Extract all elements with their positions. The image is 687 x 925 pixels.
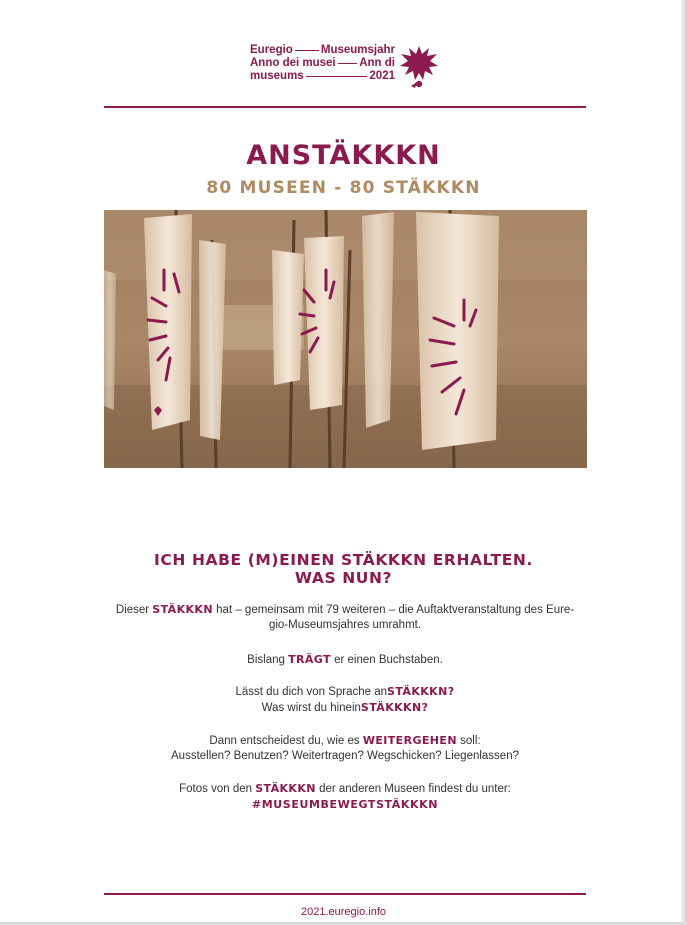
logo-line3-a: museums	[250, 70, 304, 82]
paragraph-4	[104, 733, 586, 764]
footer-rule	[104, 893, 586, 895]
p3b-highlight: STÄKKKN?	[360, 701, 429, 714]
paragraph-2	[104, 652, 586, 668]
page-edge-shadow	[681, 0, 687, 925]
staekkkn-photo	[104, 210, 587, 468]
p3a-text-pre: Lässt du dich von Sprache an	[235, 686, 388, 698]
hashtag: #MUSEUMBEWEGTSTÄKKKN	[251, 798, 439, 811]
p2-text-post: er einen Buchstaben.	[330, 654, 443, 666]
logo-line3-b: 2021	[369, 70, 395, 82]
heading-line-2: WAS NUN?	[294, 569, 393, 587]
p5-highlight: STÄKKKN	[255, 782, 316, 795]
p4-line-2: Ausstellen? Benutzen? Weitertragen? Wegschicken? Liegenlassen?	[171, 750, 519, 762]
p4-text-post: soll:	[456, 735, 481, 747]
page-title: ANSTÄKKKN	[246, 140, 441, 171]
p1-text-pre: Dieser	[115, 604, 153, 616]
p3a-highlight: STÄKKKN?	[387, 685, 455, 698]
p2-highlight: TRÄGT	[288, 653, 331, 666]
p5-text-pre: Fotos von den	[179, 783, 256, 795]
logo-line1-a: Euregio	[250, 44, 293, 56]
p4-text-pre: Dann entscheidest du, wie es	[209, 735, 363, 747]
p4-highlight: WEITERGEHEN	[362, 734, 457, 747]
paragraph-5	[104, 781, 586, 812]
euregio-eagle-logo-icon	[397, 42, 441, 90]
logo-line2-b: Ann di	[359, 57, 395, 69]
logo-line1-b: Museumsjahr	[320, 44, 395, 56]
footer-url[interactable]: 2021.euregio.info	[300, 906, 386, 918]
p5-text-post: der anderen Museen findest du unter:	[315, 783, 511, 795]
euregio-logo-text	[250, 44, 395, 83]
section-heading	[0, 551, 687, 587]
p2-text-pre: Bislang	[247, 654, 289, 666]
p1-text-post: hat – gemeinsam mit 79 weiteren – die Auftaktveranstaltung des Eure-	[212, 604, 575, 616]
p1-line-2: gio-Museumsjahres umrahmt.	[268, 619, 422, 631]
paragraph-3	[104, 684, 586, 716]
p3b-text-pre: Was wirst du hinein	[261, 702, 361, 714]
heading-line-1: ICH HABE (M)EINEN STÄKKKN ERHALTEN.	[154, 551, 533, 569]
header-rule	[104, 106, 586, 108]
paragraph-1	[104, 602, 586, 633]
p1-highlight: STÄKKKN	[152, 603, 213, 616]
logo-line2-a: Anno dei musei	[250, 57, 336, 69]
page-subtitle: 80 MUSEEN - 80 STÄKKKN	[206, 178, 481, 198]
